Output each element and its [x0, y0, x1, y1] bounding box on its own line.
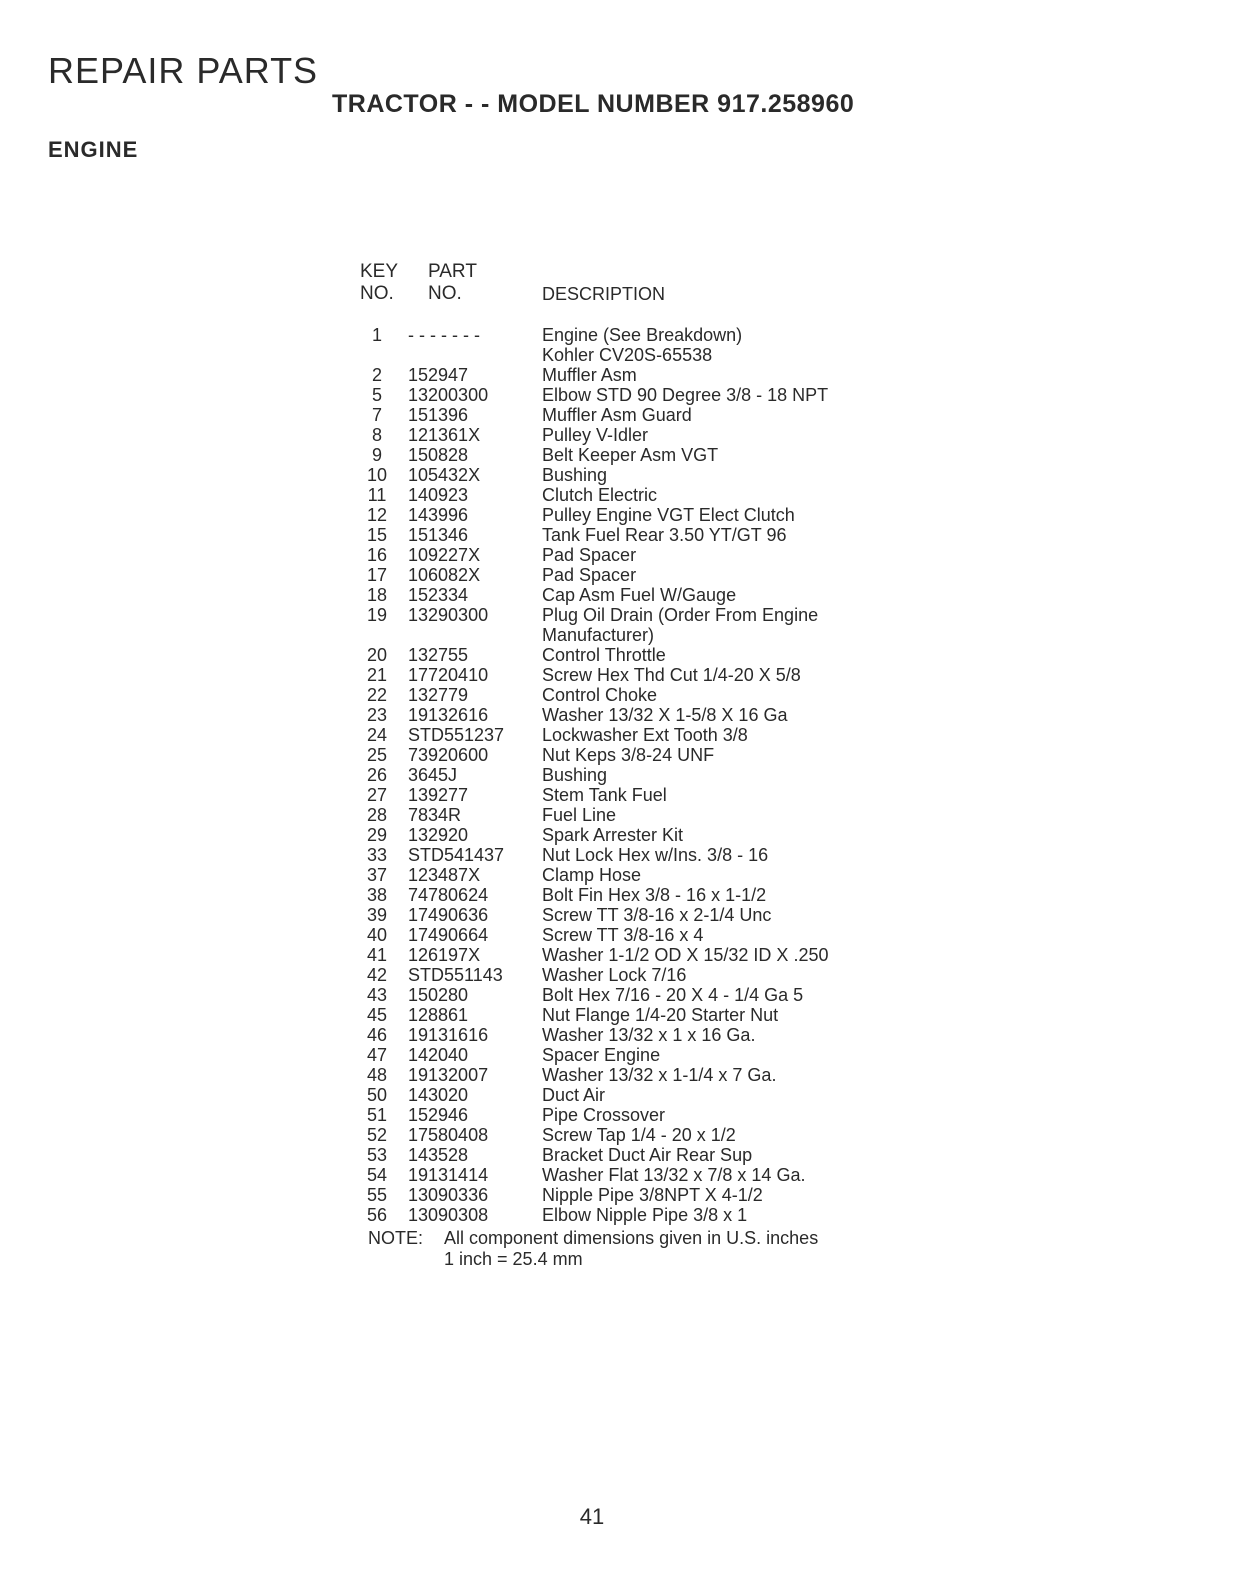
- key-number: 8: [371, 425, 382, 445]
- key-number: 50: [366, 1085, 388, 1105]
- key-number: 7: [371, 405, 382, 425]
- part-row: [360, 905, 900, 925]
- description-line: Washer 13/32 x 1 x 16 Ga.: [542, 1025, 756, 1045]
- part-row: [360, 1085, 900, 1105]
- description-line: Fuel Line: [542, 805, 617, 825]
- key-number: 37: [366, 865, 388, 885]
- part-description: [542, 1145, 900, 1165]
- part-number: 132920: [408, 825, 469, 845]
- description-line: Washer 13/32 x 1-1/4 x 7 Ga.: [542, 1065, 777, 1085]
- part-description: [542, 325, 900, 365]
- description-line: Muffler Asm: [542, 365, 637, 385]
- key-number: 23: [366, 705, 388, 725]
- note-line-1: All component dimensions given in U.S. inches: [444, 1228, 819, 1248]
- note-line-2: 1 inch = 25.4 mm: [444, 1249, 583, 1269]
- key-number: 43: [366, 985, 388, 1005]
- key-number: 52: [366, 1125, 388, 1145]
- part-description: [542, 945, 900, 965]
- part-row: [360, 1125, 900, 1145]
- dimension-note: [368, 1228, 818, 1270]
- description-line: Spark Arrester Kit: [542, 825, 684, 845]
- key-header-bottom: NO.: [360, 283, 394, 304]
- description-header: DESCRIPTION: [542, 284, 666, 304]
- description-line: Pipe Crossover: [542, 1105, 666, 1125]
- part-number: - - - - - - -: [408, 325, 480, 345]
- part-row: [360, 725, 900, 745]
- part-number: 17490636: [408, 905, 489, 925]
- key-number: 47: [366, 1045, 388, 1065]
- description-line: Spacer Engine: [542, 1045, 661, 1065]
- part-row: [360, 405, 900, 425]
- key-number: 16: [366, 545, 388, 565]
- description-line: Nut Flange 1/4-20 Starter Nut: [542, 1005, 779, 1025]
- key-number: 46: [366, 1025, 388, 1045]
- description-line: Nut Keps 3/8-24 UNF: [542, 745, 715, 765]
- part-description: [542, 605, 900, 645]
- key-number: 2: [371, 365, 382, 385]
- part-description: [542, 905, 900, 925]
- part-description: [542, 725, 900, 745]
- part-description: [542, 465, 900, 485]
- part-row: [360, 1205, 900, 1225]
- part-number: 151346: [408, 525, 469, 545]
- part-row: [360, 545, 900, 565]
- part-row: [360, 845, 900, 865]
- part-description: [542, 485, 900, 505]
- part-description: [542, 565, 900, 585]
- part-row: [360, 425, 900, 445]
- part-row: [360, 1165, 900, 1185]
- key-number: 26: [366, 765, 388, 785]
- part-row: [360, 885, 900, 905]
- description-line: Kohler CV20S-65538: [542, 345, 713, 365]
- key-number: 25: [366, 745, 388, 765]
- part-number: 17720410: [408, 665, 489, 685]
- part-description: [542, 785, 900, 805]
- part-number: 106082X: [408, 565, 481, 585]
- part-description: [542, 425, 900, 445]
- key-number: 27: [366, 785, 388, 805]
- key-number: 38: [366, 885, 388, 905]
- description-line: Washer Lock 7/16: [542, 965, 687, 985]
- part-number: 132755: [408, 645, 469, 665]
- part-number: 13290300: [408, 605, 489, 625]
- description-line: Pulley V-Idler: [542, 425, 649, 445]
- description-line: Elbow STD 90 Degree 3/8 - 18 NPT: [542, 385, 829, 405]
- part-description: [542, 645, 900, 665]
- description-line: Screw TT 3/8-16 x 4: [542, 925, 704, 945]
- part-row: [360, 465, 900, 485]
- part-number: 143020: [408, 1085, 469, 1105]
- part-number: 19131616: [408, 1025, 489, 1045]
- description-line: Manufacturer): [542, 625, 655, 645]
- part-description: [542, 1065, 900, 1085]
- part-number: 3645J: [408, 765, 458, 785]
- part-row: [360, 825, 900, 845]
- part-description: [542, 1025, 900, 1045]
- part-description: [542, 1185, 900, 1205]
- part-row: [360, 505, 900, 525]
- part-number: 73920600: [408, 745, 489, 765]
- part-row: [360, 785, 900, 805]
- description-line: Engine (See Breakdown): [542, 325, 743, 345]
- description-line: Clutch Electric: [542, 485, 658, 505]
- part-number: 13200300: [408, 385, 489, 405]
- key-number: 11: [367, 485, 387, 505]
- description-line: Washer Flat 13/32 x 7/8 x 14 Ga.: [542, 1165, 806, 1185]
- part-number: STD551237: [408, 725, 505, 745]
- part-number: 152334: [408, 585, 469, 605]
- part-row: [360, 925, 900, 945]
- part-row: [360, 1185, 900, 1205]
- part-description: [542, 845, 900, 865]
- key-number: 45: [366, 1005, 388, 1025]
- part-header-bottom: NO.: [428, 283, 462, 304]
- part-number: 74780624: [408, 885, 489, 905]
- key-number: 9: [371, 445, 382, 465]
- key-number: 18: [366, 585, 388, 605]
- part-description: [542, 525, 900, 545]
- description-line: Screw TT 3/8-16 x 2-1/4 Unc: [542, 905, 772, 925]
- description-line: Nut Lock Hex w/Ins. 3/8 - 16: [542, 845, 769, 865]
- part-description: [542, 1125, 900, 1145]
- key-number: 19: [366, 605, 388, 625]
- description-line: Nipple Pipe 3/8NPT X 4-1/2: [542, 1185, 763, 1205]
- key-number: 24: [366, 725, 388, 745]
- part-number: 150828: [408, 445, 469, 465]
- part-description: [542, 665, 900, 685]
- description-line: Bushing: [542, 765, 608, 785]
- part-description: [542, 1005, 900, 1025]
- part-number: 19131414: [408, 1165, 489, 1185]
- part-number: STD541437: [408, 845, 505, 865]
- part-row: [360, 1065, 900, 1085]
- section-heading: ENGINE: [48, 137, 139, 162]
- part-description: [542, 925, 900, 945]
- part-row: [360, 945, 900, 965]
- description-line: Elbow Nipple Pipe 3/8 x 1: [542, 1205, 748, 1225]
- part-row: [360, 325, 900, 365]
- part-description: [542, 765, 900, 785]
- key-number: 56: [366, 1205, 388, 1225]
- part-row: [360, 645, 900, 665]
- description-line: Duct Air: [542, 1085, 606, 1105]
- part-row: [360, 745, 900, 765]
- key-number: 33: [366, 845, 388, 865]
- part-description: [542, 985, 900, 1005]
- part-row: [360, 1025, 900, 1045]
- part-description: [542, 865, 900, 885]
- part-row: [360, 565, 900, 585]
- part-description: [542, 505, 900, 525]
- description-line: Pad Spacer: [542, 565, 637, 585]
- part-number: 7834R: [408, 805, 462, 825]
- part-number: 19132616: [408, 705, 489, 725]
- part-row: [360, 965, 900, 985]
- part-row: [360, 1005, 900, 1025]
- part-row: [360, 605, 900, 645]
- parts-list: [360, 325, 900, 1225]
- part-row: [360, 525, 900, 545]
- part-row: [360, 665, 900, 685]
- part-row: [360, 865, 900, 885]
- description-line: Control Choke: [542, 685, 658, 705]
- part-header-top: PART: [428, 261, 477, 282]
- part-number: 126197X: [408, 945, 481, 965]
- part-number: 13090308: [408, 1205, 489, 1225]
- key-number: 41: [366, 945, 388, 965]
- part-row: [360, 705, 900, 725]
- description-line: Screw Tap 1/4 - 20 x 1/2: [542, 1125, 736, 1145]
- key-number: 42: [366, 965, 388, 985]
- key-number: 10: [366, 465, 388, 485]
- part-description: [542, 445, 900, 465]
- description-line: Pad Spacer: [542, 545, 637, 565]
- part-number: 123487X: [408, 865, 481, 885]
- key-number: 1: [371, 325, 382, 345]
- part-number: 152947: [408, 365, 469, 385]
- key-header-top: KEY: [360, 261, 399, 282]
- part-description: [542, 965, 900, 985]
- part-number: 17490664: [408, 925, 489, 945]
- key-number: 48: [366, 1065, 388, 1085]
- description-line: Tank Fuel Rear 3.50 YT/GT 96: [542, 525, 787, 545]
- description-line: Lockwasher Ext Tooth 3/8: [542, 725, 748, 745]
- key-number: 12: [366, 505, 388, 525]
- key-number: 51: [366, 1105, 388, 1125]
- part-description: [542, 405, 900, 425]
- key-number: 55: [366, 1185, 388, 1205]
- part-row: [360, 1045, 900, 1065]
- key-number: 28: [366, 805, 388, 825]
- part-row: [360, 385, 900, 405]
- part-row: [360, 985, 900, 1005]
- key-number: 29: [366, 825, 388, 845]
- note-label: NOTE:: [368, 1228, 424, 1248]
- description-line: Muffler Asm Guard: [542, 405, 692, 425]
- key-number: 5: [371, 385, 382, 405]
- part-number: 132779: [408, 685, 469, 705]
- part-description: [542, 705, 900, 725]
- part-number: 143996: [408, 505, 469, 525]
- part-description: [542, 545, 900, 565]
- part-row: [360, 365, 900, 385]
- description-line: Screw Hex Thd Cut 1/4-20 X 5/8: [542, 665, 801, 685]
- part-row: [360, 805, 900, 825]
- page-title: REPAIR PARTS: [48, 50, 319, 91]
- part-number: 152946: [408, 1105, 469, 1125]
- key-number: 15: [366, 525, 388, 545]
- part-description: [542, 1045, 900, 1065]
- key-number: 22: [366, 685, 388, 705]
- part-description: [542, 1105, 900, 1125]
- key-number: 39: [366, 905, 388, 925]
- part-description: [542, 365, 900, 385]
- part-number: 128861: [408, 1005, 469, 1025]
- part-number: 13090336: [408, 1185, 489, 1205]
- part-number: 121361X: [408, 425, 481, 445]
- key-number: 54: [366, 1165, 388, 1185]
- description-line: Bracket Duct Air Rear Sup: [542, 1145, 753, 1165]
- description-line: Washer 13/32 X 1-5/8 X 16 Ga: [542, 705, 788, 725]
- description-line: Clamp Hose: [542, 865, 642, 885]
- key-number: 17: [366, 565, 388, 585]
- part-row: [360, 1105, 900, 1125]
- part-row: [360, 485, 900, 505]
- description-line: Bushing: [542, 465, 608, 485]
- part-number: 19132007: [408, 1065, 489, 1085]
- part-number: 142040: [408, 1045, 469, 1065]
- description-line: Control Throttle: [542, 645, 666, 665]
- description-line: Bolt Fin Hex 3/8 - 16 x 1-1/2: [542, 885, 767, 905]
- part-number: 17580408: [408, 1125, 489, 1145]
- part-description: [542, 1165, 900, 1185]
- description-line: Washer 1-1/2 OD X 15/32 ID X .250: [542, 945, 829, 965]
- key-number: 53: [366, 1145, 388, 1165]
- description-line: Plug Oil Drain (Order From Engine: [542, 605, 819, 625]
- description-line: Stem Tank Fuel: [542, 785, 667, 805]
- part-description: [542, 825, 900, 845]
- description-line: Belt Keeper Asm VGT: [542, 445, 719, 465]
- part-number: STD551143: [408, 965, 503, 985]
- part-number: 143528: [408, 1145, 469, 1165]
- part-description: [542, 685, 900, 705]
- part-number: 151396: [408, 405, 469, 425]
- part-description: [542, 385, 900, 405]
- part-description: [542, 585, 900, 605]
- key-number: 40: [366, 925, 388, 945]
- part-row: [360, 685, 900, 705]
- part-number: 105432X: [408, 465, 481, 485]
- description-line: Bolt Hex 7/16 - 20 X 4 - 1/4 Ga 5: [542, 985, 804, 1005]
- part-row: [360, 445, 900, 465]
- key-number: 20: [366, 645, 388, 665]
- part-number: 139277: [408, 785, 469, 805]
- part-description: [542, 745, 900, 765]
- part-row: [360, 765, 900, 785]
- part-row: [360, 585, 900, 605]
- part-row: [360, 1145, 900, 1165]
- part-description: [542, 1085, 900, 1105]
- description-line: Cap Asm Fuel W/Gauge: [542, 585, 737, 605]
- part-number: 150280: [408, 985, 469, 1005]
- page-number: 41: [579, 1504, 605, 1529]
- key-number: 21: [366, 665, 388, 685]
- part-number: 109227X: [408, 545, 481, 565]
- part-description: [542, 1205, 900, 1225]
- part-description: [542, 885, 900, 905]
- part-description: [542, 805, 900, 825]
- description-line: Pulley Engine VGT Elect Clutch: [542, 505, 795, 525]
- part-number: 140923: [408, 485, 469, 505]
- model-subtitle: TRACTOR - - MODEL NUMBER 917.258960: [332, 90, 855, 118]
